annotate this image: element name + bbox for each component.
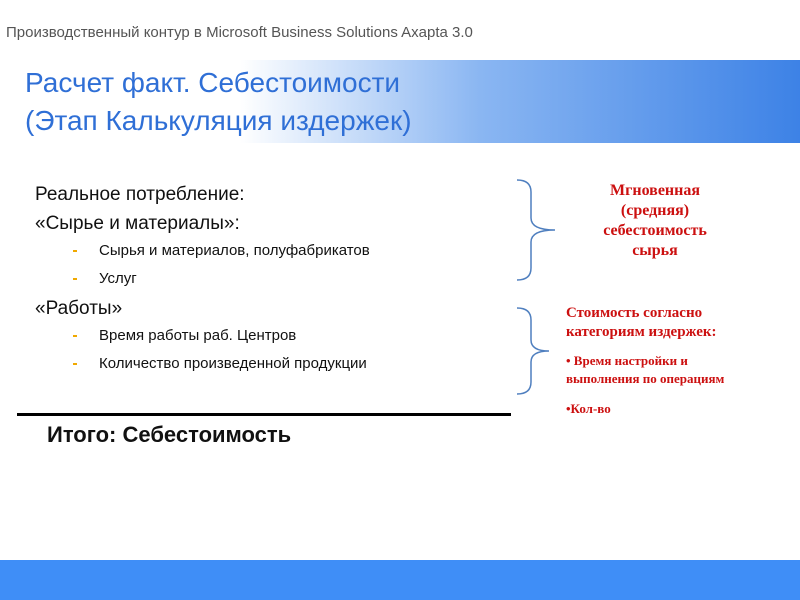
slide-title bbox=[25, 64, 412, 140]
cost-categories-title-line: Стоимость согласно bbox=[566, 305, 703, 321]
list-item-text: Время работы раб. Центров bbox=[99, 327, 297, 344]
instant-cost-line: Мгновенная bbox=[609, 182, 701, 199]
list-item-text: Сырья и материалов, полуфабрикатов bbox=[99, 242, 370, 259]
title-line-1: Расчет факт. Себестоимости bbox=[25, 67, 401, 98]
right-brace-icon bbox=[515, 306, 563, 396]
list-item-text: Услуг bbox=[99, 270, 137, 287]
list-item bbox=[35, 241, 495, 261]
instant-cost-note bbox=[580, 181, 730, 261]
right-brace-icon bbox=[515, 178, 563, 282]
main-content bbox=[35, 183, 495, 382]
group-materials-label: «Сырье и материалы»: bbox=[35, 213, 240, 234]
instant-cost-line: сырья bbox=[632, 242, 678, 259]
bullet-icon bbox=[73, 363, 77, 365]
cost-categories-note bbox=[566, 304, 792, 430]
cost-category-item bbox=[566, 352, 792, 388]
bullet-icon bbox=[73, 278, 77, 280]
bottom-band bbox=[0, 560, 800, 600]
list-item bbox=[35, 269, 495, 289]
cost-category-item-line: выполнения по операциям bbox=[566, 371, 725, 386]
cost-category-item-line: • Время настройки и bbox=[566, 353, 688, 368]
cost-categories-title bbox=[566, 304, 792, 342]
cost-category-item bbox=[566, 400, 792, 418]
bullet-icon bbox=[73, 335, 77, 337]
consumption-heading: Реальное потребление: bbox=[35, 184, 245, 205]
cost-category-item-line: •Кол-во bbox=[566, 401, 611, 416]
list-item-text: Количество произведенной продукции bbox=[99, 355, 367, 372]
header-caption: Производственный контур в Microsoft Business Solutions Axapta 3.0 bbox=[6, 24, 473, 41]
title-line-2: (Этап Калькуляция издержек) bbox=[25, 105, 412, 136]
cost-categories-title-line: категориям издержек: bbox=[566, 324, 717, 340]
total-divider bbox=[17, 413, 511, 416]
list-item bbox=[35, 326, 495, 346]
instant-cost-line: себестоимость bbox=[603, 222, 707, 239]
list-item bbox=[35, 354, 495, 374]
instant-cost-line: (средняя) bbox=[620, 202, 690, 219]
group-works-label: «Работы» bbox=[35, 298, 123, 319]
bullet-icon bbox=[73, 250, 77, 252]
total-label: Итого: Себестоимость bbox=[47, 422, 292, 447]
